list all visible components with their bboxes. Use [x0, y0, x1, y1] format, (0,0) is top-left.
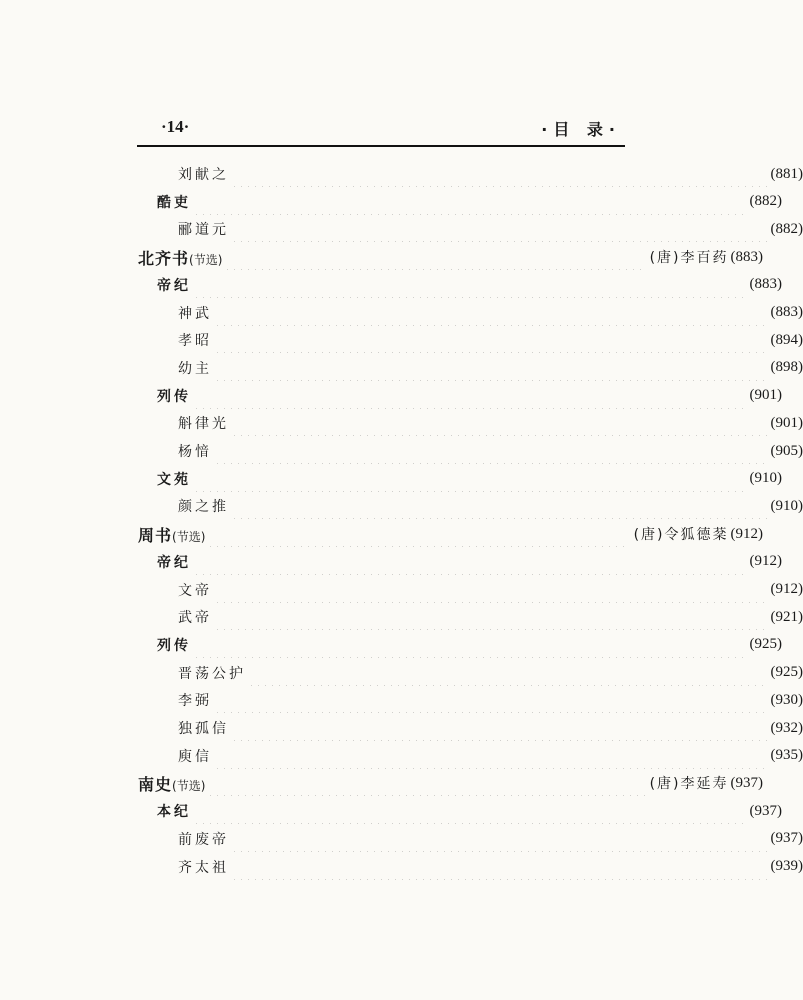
toc-entry-page: (937)	[749, 802, 782, 819]
toc-entry[interactable]	[0, 826, 803, 852]
toc-entry-author: (唐)李延寿	[649, 776, 729, 793]
dot-leader	[231, 854, 767, 880]
toc-entry[interactable]	[0, 604, 803, 630]
toc-entry-page: (912)	[749, 553, 782, 570]
toc-entry-title: 晋荡公护	[178, 665, 246, 682]
dot-leader	[193, 549, 746, 575]
dot-leader	[231, 216, 767, 242]
toc-entry-page: (883)	[749, 276, 782, 293]
toc-entry-note: (节选)	[189, 252, 223, 267]
toc-entry-page: (882)	[749, 193, 782, 210]
toc-entry[interactable]	[0, 549, 782, 575]
toc-entry-title: 孝昭	[178, 333, 212, 350]
toc-entry-page: (937)	[730, 774, 763, 791]
toc-entry-title: 文帝	[178, 582, 212, 599]
toc-entry-title: 帝纪	[157, 554, 191, 571]
toc-entry-title: 李弼	[178, 693, 212, 710]
toc-entry[interactable]	[0, 189, 782, 215]
toc-entry[interactable]	[0, 798, 782, 824]
toc-entry[interactable]	[0, 632, 782, 658]
dot-leader	[214, 604, 767, 630]
page-header	[137, 115, 625, 141]
toc-entry-title: 神武	[178, 305, 212, 322]
dot-leader	[193, 466, 746, 492]
dot-leader	[207, 770, 645, 796]
toc-entry-page: (910)	[749, 470, 782, 487]
dot-leader	[224, 244, 645, 270]
page-number: ·14·	[161, 117, 190, 136]
toc-entry-page: (910)	[770, 497, 803, 514]
toc-entry[interactable]	[0, 577, 803, 603]
toc-entry-page: (905)	[770, 442, 803, 459]
toc-entry[interactable]	[0, 715, 803, 741]
toc-entry-page: (939)	[770, 858, 803, 874]
toc-entry[interactable]	[0, 438, 803, 464]
toc-entry[interactable]	[0, 521, 763, 547]
dot-leader	[231, 826, 767, 852]
dot-leader	[231, 161, 767, 187]
toc-entry-title: 列传	[157, 388, 191, 405]
toc-entry-page: (912)	[770, 581, 803, 597]
toc-entry-title: 酷吏	[157, 194, 191, 211]
toc-entry[interactable]	[0, 854, 803, 880]
toc-entry-title: 周书(节选)	[138, 525, 206, 545]
dot-leader	[214, 327, 767, 353]
toc-entry-page: (912)	[730, 525, 763, 542]
dot-leader	[193, 798, 746, 824]
toc-entry-title: 北齐书(节选)	[138, 248, 223, 268]
toc-entry-title: 帝纪	[157, 277, 191, 294]
dot-leader	[214, 355, 767, 381]
toc-entry-page: (937)	[770, 830, 803, 847]
dot-leader	[231, 410, 767, 436]
toc-entry-page: (930)	[770, 691, 803, 708]
toc-entry-title: 独孤信	[178, 721, 229, 737]
toc-entry-title: 庾信	[178, 748, 212, 765]
toc-entry-page: (925)	[770, 664, 803, 681]
dot-leader	[231, 493, 767, 519]
running-title: ·目 录·	[541, 120, 621, 139]
toc-entry[interactable]	[0, 493, 803, 519]
dot-leader	[248, 660, 767, 686]
toc-entry-page: (882)	[770, 220, 803, 237]
dot-leader	[193, 189, 746, 215]
toc-entry-page: (881)	[770, 165, 803, 182]
toc-entry-author: (唐)李百药	[649, 250, 729, 267]
toc-entry-title: 齐太祖	[178, 859, 229, 876]
toc-entry-page: (901)	[749, 387, 782, 404]
dot-leader	[207, 521, 629, 547]
toc-entry-title: 郦道元	[178, 222, 229, 239]
toc-entry-title: 南史(节选)	[138, 774, 206, 794]
dot-leader	[193, 272, 746, 298]
toc-entry-page: (898)	[770, 359, 803, 376]
dot-leader	[193, 383, 746, 409]
toc-entry[interactable]	[0, 355, 803, 381]
toc-entry[interactable]	[0, 770, 763, 796]
toc-entry-page: (901)	[770, 414, 803, 431]
toc-entry-title: 前废帝	[178, 831, 229, 848]
toc-entry-page: (921)	[770, 608, 803, 625]
toc-entry-page: (883)	[770, 304, 803, 320]
toc-entry[interactable]	[0, 216, 803, 242]
dot-leader	[231, 715, 767, 741]
dot-leader	[214, 577, 767, 603]
toc-entry-page: (925)	[749, 636, 782, 653]
toc-entry-title: 武帝	[178, 610, 212, 627]
toc-entry-title: 刘献之	[178, 167, 229, 183]
toc-entry[interactable]	[0, 660, 803, 686]
toc-entry-title: 列传	[157, 637, 191, 654]
toc-entry-title: 文苑	[157, 471, 191, 488]
toc-entry-title: 斛律光	[178, 416, 229, 433]
toc-entry[interactable]	[0, 300, 803, 326]
toc-entry-note: (节选)	[172, 778, 206, 793]
toc-entry-author: (唐)令狐德棻	[633, 527, 729, 544]
header-rule	[137, 145, 625, 147]
dot-leader	[214, 743, 767, 769]
toc-entry[interactable]	[0, 161, 803, 187]
toc-entry-note: (节选)	[172, 529, 206, 544]
dot-leader	[214, 438, 767, 464]
toc-entry-page: (883)	[730, 248, 763, 265]
toc-entry[interactable]	[0, 743, 803, 769]
dot-leader	[214, 687, 767, 713]
dot-leader	[193, 632, 746, 658]
toc-entry[interactable]	[0, 466, 782, 492]
toc-entry-title: 颜之推	[178, 499, 229, 516]
toc-entry-page: (894)	[770, 331, 803, 348]
toc-entry[interactable]	[0, 327, 803, 353]
toc-entry-page: (932)	[770, 719, 803, 736]
toc-entry[interactable]	[0, 687, 803, 713]
toc-entry[interactable]	[0, 272, 782, 298]
toc-entry-title: 幼主	[178, 360, 212, 377]
toc-entry[interactable]	[0, 244, 763, 270]
toc-entry[interactable]	[0, 383, 782, 409]
toc-entry-page: (935)	[770, 747, 803, 764]
toc-entry-title: 杨愔	[178, 444, 212, 460]
dot-leader	[214, 300, 767, 326]
toc-entry-title: 本纪	[157, 804, 191, 821]
toc-entry[interactable]	[0, 410, 803, 436]
